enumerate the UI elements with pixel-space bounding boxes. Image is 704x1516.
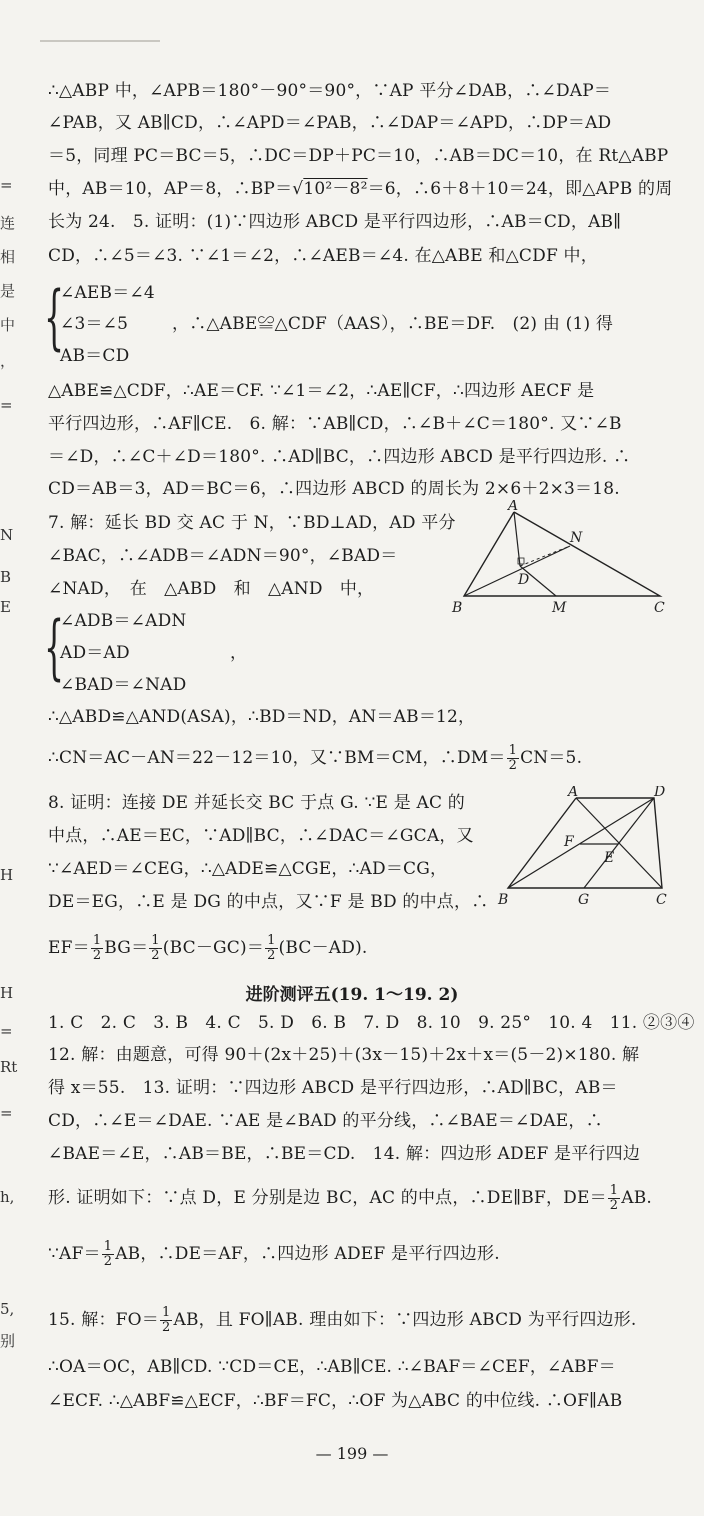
text-line: ∠BAC，∴∠ADB＝∠ADN＝90°，∠BAD＝ <box>48 546 398 566</box>
text-line: CD＝AB＝3，AD＝BC＝6，∴四边形 ABCD 的周长为 2×6＋2×3＝18. <box>48 479 620 499</box>
text-line <box>48 1306 637 1335</box>
text-line <box>48 178 672 200</box>
margin-text: 是 <box>0 282 16 300</box>
text-line <box>48 934 368 963</box>
text-segment: 15. 解：FO＝ <box>48 1310 159 1330</box>
text-segment: ∴CN＝AC－AN＝22－12＝10，又∵BM＝CM，∴DM＝ <box>48 748 506 768</box>
fig8-label-B: B <box>498 892 509 908</box>
fraction-half: $\frac{1}{2}$ <box>161 1305 171 1335</box>
margin-text: = <box>0 396 13 414</box>
text-line <box>48 744 582 773</box>
text-line: ＝5，同理 PC＝BC＝5，∴DC＝DP＋PC＝10，∴AB＝DC＝10，在 Rt△ABP <box>48 146 669 166</box>
fig7-label-N: N <box>570 530 583 546</box>
fig7-label-A: A <box>508 500 519 514</box>
system-line: AB＝CD <box>60 346 130 366</box>
text-segment: EF＝ <box>48 938 90 958</box>
fig7-label-C: C <box>654 600 665 616</box>
text-segment: (BC－GC)＝ <box>162 938 265 958</box>
system-brace: { <box>44 606 65 688</box>
system-line: ∠BAD＝∠NAD <box>60 675 187 695</box>
margin-text: Rt <box>0 1058 18 1076</box>
text-line: CD，∴∠5＝∠3. ∵∠1＝∠2，∴∠AEB＝∠4. 在△ABE 和△CDF 中， <box>48 246 598 266</box>
sqrt-sign: √ <box>292 179 304 199</box>
margin-text: 别 <box>0 1332 16 1350</box>
system-line: ∠3＝∠5 <box>60 314 129 334</box>
text-line: 得 x＝55. 13. 证明：∵四边形 ABCD 是平行四边形，∴AD∥BC，AB＝ <box>48 1078 618 1098</box>
text-segment: AB. <box>621 1188 653 1208</box>
text-line: ∵∠AED＝∠CEG，∴△ADE≌△CGE，∴AD＝CG， <box>48 859 448 879</box>
system-line: ∠AEB＝∠4 <box>60 283 155 303</box>
text-line: ∠PAB，又 AB∥CD，∴∠APD＝∠PAB，∴∠DAP＝∠APD，∴DP＝AD <box>48 113 612 133</box>
text-line: 1. C 2. C 3. B 4. C 5. D 6. B 7. D 8. 10 9. 25° 10. 4 11. ②③④ <box>48 1013 695 1033</box>
fig8-label-D: D <box>654 786 666 800</box>
text-line: 平行四边形，∴AF∥CE. 6. 解：∵AB∥CD，∴∠B＋∠C＝180°. 又∵∠B <box>48 414 622 434</box>
text-line: ∴△ABD≌△AND(ASA)，∴BD＝ND，AN＝AB＝12， <box>48 707 476 727</box>
text-line: △ABE≌△CDF，∴AE＝CF. ∵∠1＝∠2，∴AE∥CF，∴四边形 AECF 是 <box>48 381 595 401</box>
text-line: DE＝EG，∴E 是 DG 的中点，又∵F 是 BD 的中点，∴ <box>48 892 489 912</box>
text-segment: (BC－AD). <box>278 938 368 958</box>
fig7-label-D: D <box>518 572 530 588</box>
margin-text: = <box>0 1104 13 1122</box>
text-line: 长为 24. 5. 证明：(1)∵四边形 ABCD 是平行四边形，∴AB＝CD，AB∥ <box>48 212 622 232</box>
margin-text: = <box>0 176 13 194</box>
fraction-half: $\frac{1}{2}$ <box>508 743 518 773</box>
text-line: 中点，∴AE＝EC，∵AD∥BC，∴∠DAC＝∠GCA，又 <box>48 826 474 846</box>
margin-text: H <box>0 866 14 884</box>
text-segment: AB，且 FO∥AB. 理由如下：∵四边形 ABCD 为平行四边形. <box>173 1310 637 1330</box>
text-segment: 形. 证明如下：∵点 D，E 分别是边 BC，AC 的中点，∴DE∥BF，DE＝ <box>48 1188 607 1208</box>
margin-text: B <box>0 568 12 586</box>
fig8-label-C: C <box>656 892 667 908</box>
fraction-half: $\frac{1}{2}$ <box>92 933 102 963</box>
text-line: 8. 证明：连接 DE 并延长交 BC 于点 G. ∵E 是 AC 的 <box>48 793 465 813</box>
fig8-label-G: G <box>578 892 590 908</box>
sqrt-radicand: 10²－8² <box>303 179 368 199</box>
text-segment: ∵AF＝ <box>48 1244 101 1264</box>
triangle-figure-7 <box>448 500 678 618</box>
text-line: ∠BAE＝∠E，∴AB＝BE，∴BE＝CD. 14. 解：四边形 ADEF 是平行四边 <box>48 1144 641 1164</box>
text-line: 12. 解：由题意，可得 90＋(2x＋25)＋(3x－15)＋2x＋x＝(5－2)×180. 解 <box>48 1045 640 1065</box>
page-number: — 199 — <box>315 1444 389 1463</box>
text-line: ∠NAD， 在 △ABD 和 △AND 中， <box>48 579 375 599</box>
margin-text: h, <box>0 1188 15 1206</box>
fig8-label-F: F <box>564 834 574 850</box>
text-line: ，∴△ABE≌△CDF（AAS），∴BE＝DF. (2) 由 (1) 得 <box>172 314 614 334</box>
fraction-half: $\frac{1}{2}$ <box>103 1239 113 1269</box>
margin-text: = <box>0 1022 13 1040</box>
fraction-half: $\frac{1}{2}$ <box>151 933 160 963</box>
margin-text: ， <box>0 352 16 370</box>
text-segment: AB，∴DE＝AF，∴四边形 ADEF 是平行四边形. <box>115 1244 500 1264</box>
scan-mark <box>40 40 160 42</box>
text-segment: BG＝ <box>104 938 149 958</box>
margin-text: H <box>0 984 14 1002</box>
fraction-half: $\frac{1}{2}$ <box>267 933 276 963</box>
fig7-label-M: M <box>552 600 567 616</box>
text-line: ∴△ABP 中，∠APB＝180°－90°＝90°，∵AP 平分∠DAB，∴∠DAP＝ <box>48 81 612 101</box>
text-line: ∴OA＝OC，AB∥CD. ∵CD＝CE，∴AB∥CE. ∴∠BAF＝∠CEF，∠ABF＝ <box>48 1357 616 1377</box>
margin-text: E <box>0 598 11 616</box>
text-line: CD，∴∠E＝∠DAE. ∵AE 是∠BAD 的平分线，∴∠BAE＝∠DAE，∴ <box>48 1111 603 1131</box>
system-line: ∠ADB＝∠ADN <box>60 611 187 631</box>
text-segment: CN＝5. <box>520 748 583 768</box>
system-brace: { <box>44 276 65 358</box>
text-line: ∠ECF. ∴△ABF≌△ECF，∴BF＝FC，∴OF 为△ABC 的中位线. ∴OF∥AB <box>48 1391 623 1411</box>
text-segment: ＝6，∴6＋8＋10＝24，即△APB 的周 <box>367 179 673 199</box>
left-margin-fragments <box>0 0 24 1516</box>
trapezoid-figure-8 <box>494 786 684 910</box>
fraction-half: $\frac{1}{2}$ <box>609 1183 619 1213</box>
fig7-label-B: B <box>452 600 463 616</box>
text-line <box>48 1184 652 1213</box>
text-line: ＝∠D，∴∠C＋∠D＝180°. ∴AD∥BC，∴四边形 ABCD 是平行四边形. ∴ <box>48 447 631 467</box>
margin-text: 连 <box>0 214 16 232</box>
margin-text: N <box>0 526 14 544</box>
text-segment: 中，AB＝10，AP＝8，∴BP＝ <box>48 179 293 199</box>
margin-text: 相 <box>0 248 16 266</box>
text-line <box>48 1240 500 1269</box>
fig8-label-A: A <box>568 786 579 800</box>
section-title: 进阶测评五(19. 1～19. 2) <box>245 985 459 1005</box>
system-line: AD＝AD <box>60 643 130 663</box>
margin-text: 5, <box>0 1300 15 1318</box>
text-line: 7. 解：延长 BD 交 AC 于 N，∵BD⊥AD，AD 平分 <box>48 513 456 533</box>
text-line: ， <box>230 643 248 663</box>
margin-text: 中 <box>0 316 16 334</box>
fig8-label-E: E <box>604 850 615 866</box>
